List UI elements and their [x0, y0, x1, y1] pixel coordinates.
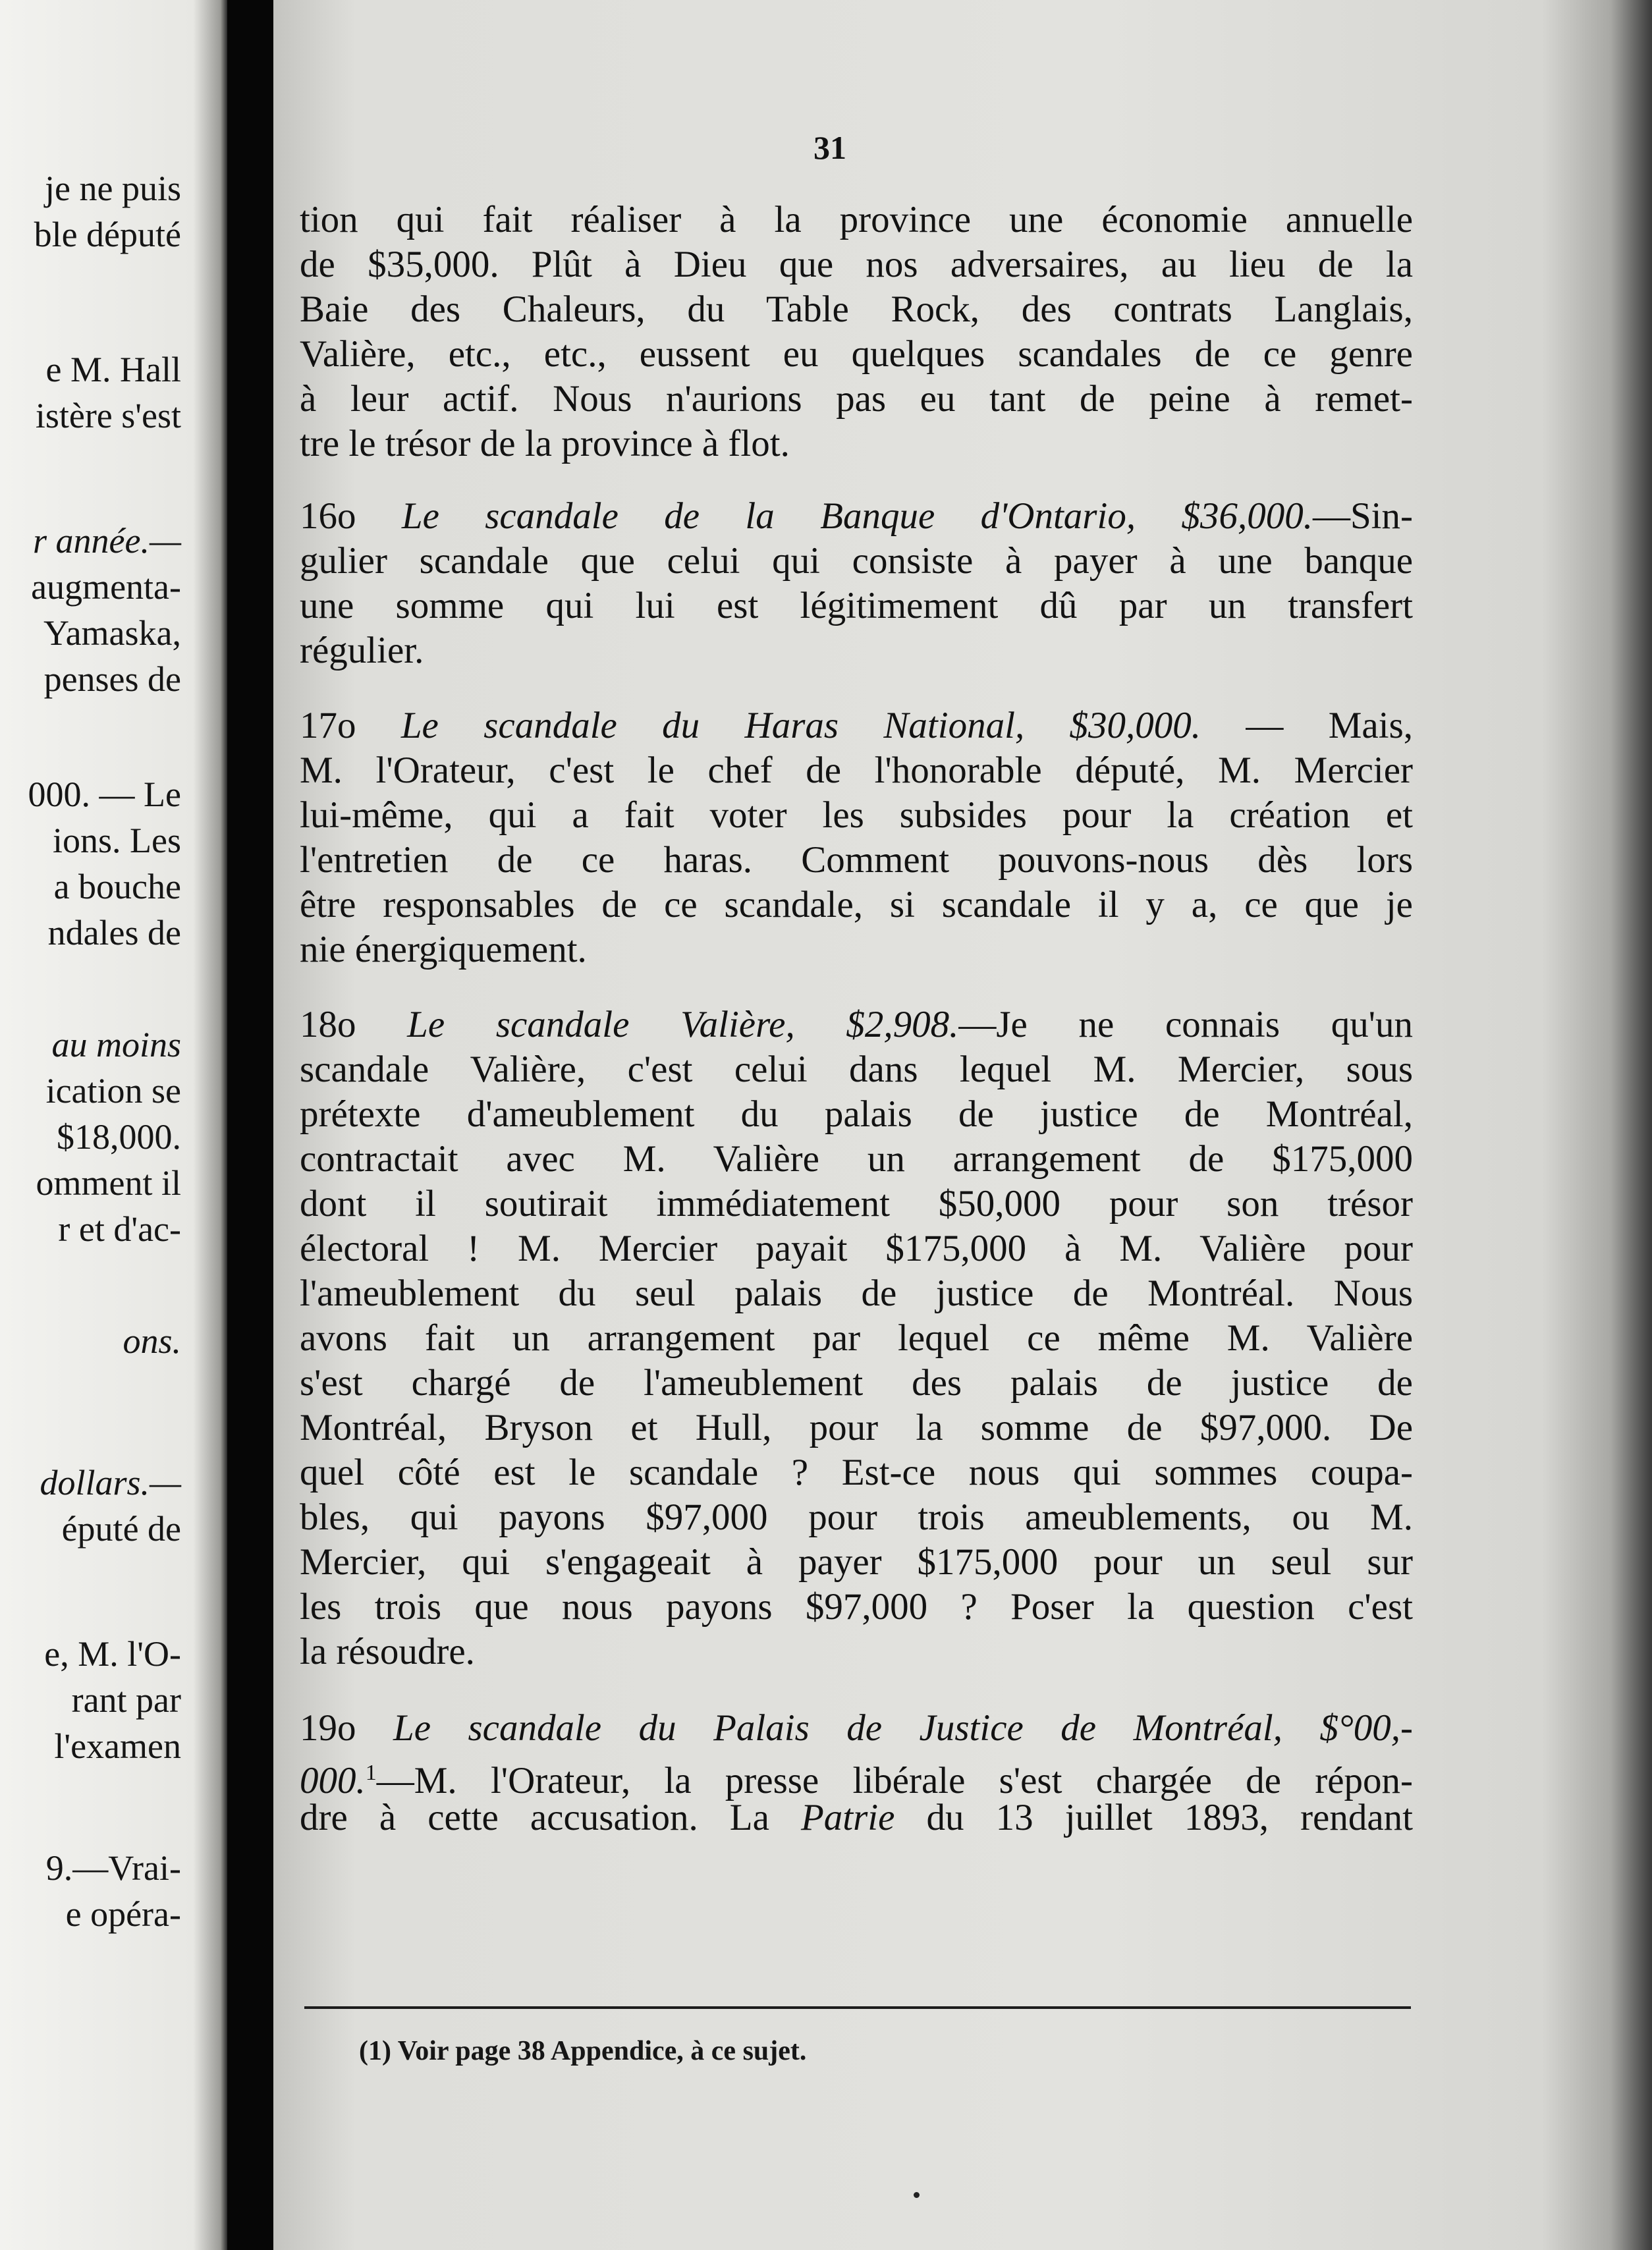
paragraph-line: électoral ! M. Mercier payait $175,000 à M. Valière pour [300, 1228, 1413, 1269]
paragraph-line: une somme qui lui est légitimement dû par un transfert [300, 585, 1413, 626]
paragraph-line: dont il soutirait immédiatement $50,000 pour son trésor [300, 1183, 1413, 1224]
left-page-line: ble député [34, 215, 181, 254]
footnote-rule [304, 2006, 1411, 2009]
paragraph-line: contractait avec M. Valière un arrangement de $175,000 [300, 1138, 1413, 1180]
italic-heading: Le scandale de la Banque d'Ontario, $36,000. [401, 495, 1313, 537]
italic-heading: 000. [300, 1760, 366, 1801]
left-page-line: je ne puis [45, 169, 181, 208]
paragraph-line: lui-même, qui a fait voter les subsides pour la création et [300, 794, 1413, 836]
paragraph-line: être responsables de ce scandale, si scandale il y a, ce que je [300, 884, 1413, 925]
paragraph-line: Valière, etc., etc., eussent eu quelques scandales de ce genre [300, 333, 1413, 375]
left-page-line: $18,000. [57, 1117, 181, 1157]
paragraph-line: les trois que nous payons $97,000 ? Poser la question c'est [300, 1586, 1413, 1628]
paragraph-line: scandale Valière, c'est celui dans lequel M. Mercier, sous [300, 1049, 1413, 1090]
italic-heading: Le scandale Valière, $2,908. [407, 1004, 959, 1045]
left-page-line: ons. [123, 1321, 181, 1361]
left-page-line: 000. — Le [28, 775, 181, 814]
paragraph-line: tion qui fait réaliser à la province une économie annuelle [300, 199, 1413, 240]
paragraph-line: dre à cette accusation. La Patrie du 13 juillet 1893, rendant [300, 1797, 1413, 1838]
left-page-line: penses de [43, 659, 181, 699]
print-speck [914, 2192, 920, 2198]
left-page-line: e, M. l'O- [44, 1634, 181, 1674]
paragraph-line: gulier scandale que celui qui consiste à payer à une banque [300, 540, 1413, 582]
paragraph-line: de $35,000. Plût à Dieu que nos adversaires, au lieu de la [300, 244, 1413, 285]
left-page-fragment [0, 0, 227, 2250]
paragraph-line: bles, qui payons $97,000 pour trois ameublements, ou M. [300, 1496, 1413, 1538]
footnote: (1) Voir page 38 Appendice, à ce sujet. [359, 2036, 807, 2066]
paragraph-line: l'entretien de ce haras. Comment pouvons-nous dès lors [300, 839, 1413, 881]
paragraph-line: régulier. [300, 630, 424, 671]
left-page-line: omment il [36, 1163, 181, 1203]
left-page-line: ication se [45, 1071, 181, 1111]
footnote-marker: 1 [365, 1761, 377, 1785]
left-page-line: dollars.— [40, 1463, 181, 1502]
paragraph-line: 16o Le scandale de la Banque d'Ontario, $36,000.—Sin- [300, 495, 1413, 537]
italic-heading: Le scandale du Palais de Justice de Montréal, $°00,- [393, 1707, 1413, 1749]
left-page-line: Yamaska, [43, 613, 181, 653]
left-page-line: istère s'est [35, 396, 181, 435]
paragraph-line: à leur actif. Nous n'aurions pas eu tant de peine à remet- [300, 378, 1413, 420]
book-gutter [227, 0, 273, 2250]
left-page-line: augmenta- [31, 567, 181, 607]
paragraph-line: Mercier, qui s'engageait à payer $175,000 pour un seul sur [300, 1541, 1413, 1583]
paragraph-line: l'ameublement du seul palais de justice de Montréal. Nous [300, 1273, 1413, 1314]
paragraph-line: tre le trésor de la province à flot. [300, 423, 790, 464]
italic-heading: Le scandale du Haras National, $30,000. [400, 705, 1201, 746]
paragraph-line: 19o Le scandale du Palais de Justice de Montréal, $°00,- [300, 1707, 1413, 1749]
left-page-line: éputé de [61, 1509, 181, 1549]
paragraph-line: nie énergiquement. [300, 929, 587, 970]
left-page-line: ions. Les [53, 821, 181, 860]
paragraph-line: avons fait un arrangement par lequel ce même M. Valière [300, 1317, 1413, 1359]
paragraph-line: Baie des Chaleurs, du Table Rock, des contrats Langlais, [300, 288, 1413, 330]
paragraph-line: quel côté est le scandale ? Est-ce nous qui sommes coupa- [300, 1452, 1413, 1493]
left-page-line: au moins [51, 1025, 181, 1064]
paragraph-line: s'est chargé de l'ameublement des palais de justice de [300, 1362, 1413, 1404]
italic-heading: Patrie [800, 1797, 895, 1838]
left-page-line: e opéra- [65, 1894, 181, 1934]
page-number: 31 [813, 129, 846, 166]
paragraph-line: prétexte d'ameublement du palais de justice de Montréal, [300, 1093, 1413, 1135]
left-page-line: rant par [71, 1680, 181, 1720]
paragraph-line: 000.$^1$—M. l'Orateur, la presse libérale s'est chargée de répon- [300, 1760, 1413, 1801]
left-page-line: r année.— [33, 521, 181, 561]
paragraph-line: 18o Le scandale Valière, $2,908.—Je ne connais qu'un [300, 1004, 1414, 1045]
paragraph-line: la résoudre. [300, 1631, 475, 1672]
paragraph-line: 17o Le scandale du Haras National, $30,000. — Mais, [300, 705, 1413, 746]
left-page-line: r et d'ac- [58, 1209, 181, 1249]
left-page-line: ndales de [47, 913, 181, 952]
left-page-line: 9.—Vrai- [45, 1848, 181, 1888]
paragraph-line: M. l'Orateur, c'est le chef de l'honorable député, M. Mercier [300, 750, 1413, 791]
left-page-line: a bouche [53, 867, 181, 906]
left-page-line: l'examen [54, 1726, 181, 1766]
paragraph-line: Montréal, Bryson et Hull, pour la somme de $97,000. De [300, 1407, 1413, 1448]
left-page-line: e M. Hall [45, 350, 181, 389]
